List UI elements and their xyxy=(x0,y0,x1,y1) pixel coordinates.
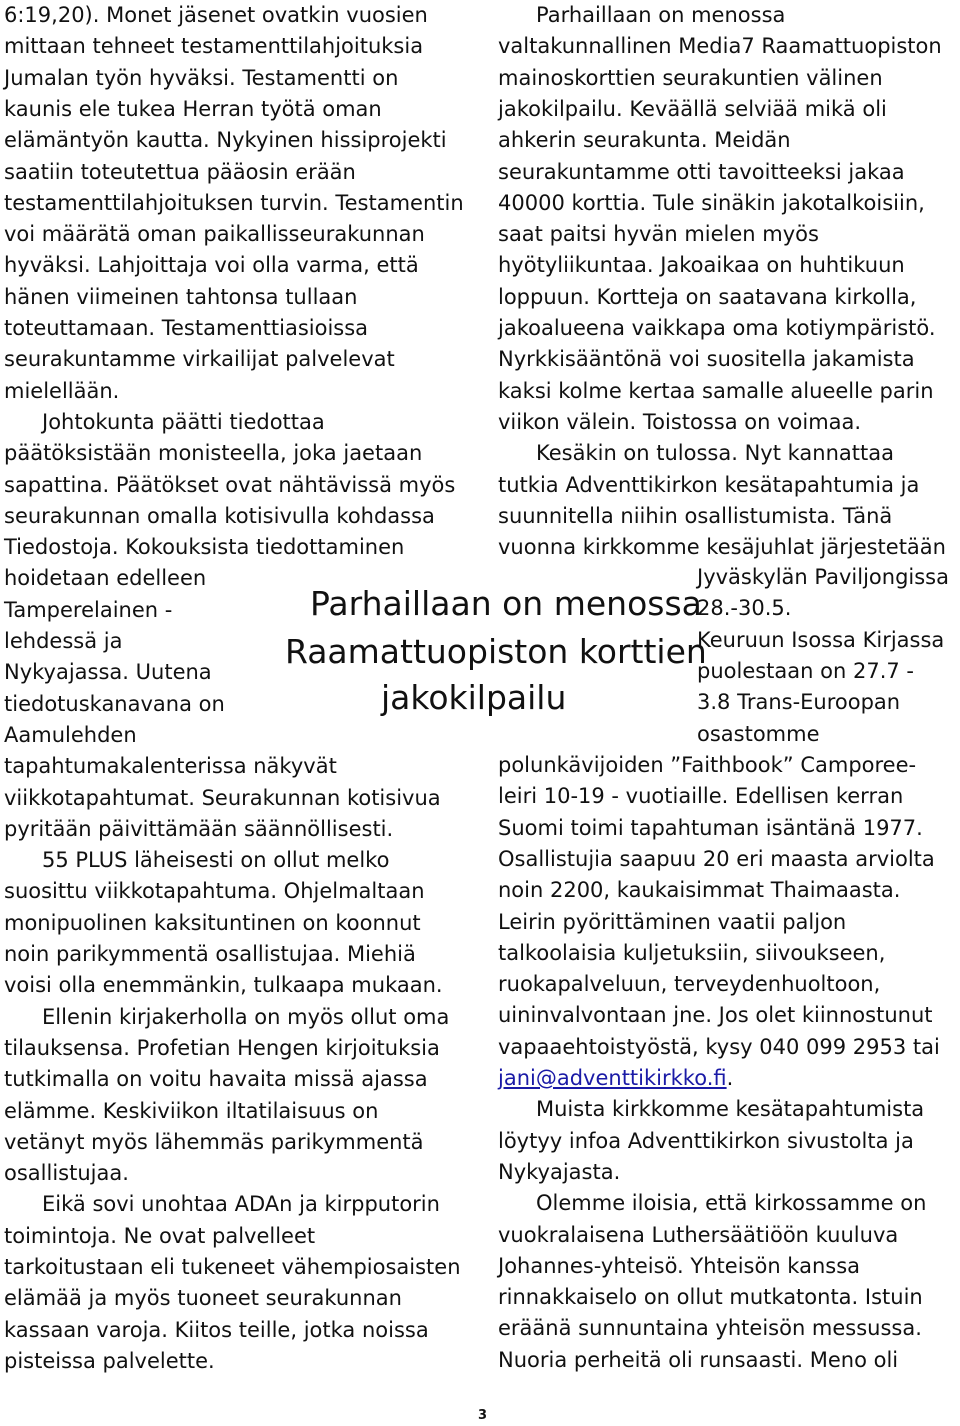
right-column-top-line: viikon välein. Toistossa on voimaa. xyxy=(498,409,862,434)
left-column-line: kaunis ele tukea Herran työtä oman xyxy=(4,96,382,121)
left-column-line: mittaan tehneet testamenttilahjoituksia xyxy=(4,34,424,59)
right-column-bottom-line xyxy=(498,1063,733,1094)
right-narrow-line: 28.-30.5. xyxy=(697,596,792,621)
right-column-bottom-line: polunkävijoiden ”Faithbook” Camporee- xyxy=(498,753,917,777)
right-narrow-line: puolestaan on 27.7 - xyxy=(697,658,914,683)
left-column-line: Aamulehden xyxy=(4,722,137,747)
left-column-line: elämäntyön kautta. Nykyinen hissiprojekti xyxy=(4,128,447,153)
left-column-line: Johtokunta päätti tiedottaa xyxy=(42,409,325,434)
right-column-top-line: saat paitsi hyvän mielen myös xyxy=(498,222,819,247)
left-column-line: hoidetaan edelleen xyxy=(4,566,207,591)
left-column-line: elämme. Keskiviikon iltatilaisuus on xyxy=(4,1098,379,1123)
left-column-line: pyritään päivittämään säännöllisesti. xyxy=(4,816,394,841)
right-narrow-line: 3.8 Trans-Euroopan xyxy=(697,690,901,715)
right-column-top-line: Kesäkin on tulossa. Nyt kannattaa xyxy=(536,441,894,466)
right-column-bottom-line: Olemme iloisia, että kirkossamme on xyxy=(536,1191,927,1216)
right-column-top-line: jakoalueena vaikkapa oma kotiympäristö. xyxy=(498,316,936,340)
left-column-line: sapattina. Päätökset ovat nähtävissä myös xyxy=(4,472,456,497)
right-column-bottom-line: löytyy infoa Adventtikirkon sivustolta ja xyxy=(498,1128,914,1153)
left-column-line: tarkoitustaan eli tukeneet vähempiosaisten xyxy=(4,1255,461,1279)
left-column-line: Tiedostoja. Kokouksista tiedottaminen xyxy=(4,535,405,560)
left-column-line: vetänyt myös lähemmäs parikymmentä xyxy=(4,1129,424,1154)
left-column-line: testamenttilahjoituksen turvin. Testamentin xyxy=(4,190,464,215)
left-column-line: pisteissa palvelette. xyxy=(4,1348,215,1373)
left-column-line: Tamperelainen - xyxy=(4,597,173,622)
right-column-bottom-line: Nuoria perheitä oli runsaasti. Meno oli xyxy=(498,1347,899,1372)
left-column-line: toimintoja. Ne ovat palvelleet xyxy=(4,1223,316,1248)
right-column-bottom-line: Suomi toimi tapahtuman isäntänä 1977. xyxy=(498,815,923,840)
left-column-line: lehdessä ja xyxy=(4,629,123,653)
left-column-line: osallistujaa. xyxy=(4,1161,129,1186)
pull-quote-line-2: Raamattuopiston korttien xyxy=(285,632,707,671)
right-column-top-line: tutkia Adventtikirkon kesätapahtumia ja xyxy=(498,472,920,497)
left-column-line: tilauksensa. Profetian Hengen kirjoituksia xyxy=(4,1035,440,1060)
right-column-top-line: jakokilpailu. Keväällä selviää mikä oli xyxy=(498,96,887,121)
right-column-bottom-line: ruokapalveluun, terveydenhuoltoon, xyxy=(498,972,881,997)
left-column-line: viikkotapahtumat. Seurakunnan kotisivua xyxy=(4,785,441,810)
left-column-line: 55 PLUS läheisesti on ollut melko xyxy=(42,848,390,873)
left-column-line: hyväksi. Lahjoittaja voi olla varma, että xyxy=(4,253,419,278)
left-column-line: mielellään. xyxy=(4,378,120,403)
left-column-line: elämää ja myös tuoneet seurakunnan xyxy=(4,1286,402,1311)
right-column-top-line: 40000 korttia. Tule sinäkin jakotalkoisiin, xyxy=(498,190,925,215)
right-column-top-line: hyötyliikuntaa. Jakoaikaa on huhtikuun xyxy=(498,253,905,278)
left-column-line: saatiin toteutettua pääosin erään xyxy=(4,159,356,184)
right-narrow-line: osastomme xyxy=(697,721,820,746)
right-column-bottom-line: leiri 10-19 - vuotiaille. Edellisen kerran xyxy=(498,784,904,809)
right-column-top-line: valtakunnallinen Media7 Raamattuopiston xyxy=(498,34,942,59)
left-column-line: seurakuntamme virkailijat palvelevat xyxy=(4,347,395,372)
right-column-bottom-line: talkoolaisia kuljetuksiin, siivoukseen, xyxy=(498,940,886,965)
left-column-line: tutkimalla on voitu havaita missä ajassa xyxy=(4,1067,428,1092)
right-column-bottom-line: Johannes-yhteisö. Yhteisön kanssa xyxy=(498,1253,861,1278)
right-column-top-line: Nyrkkisääntönä voi suositella jakamista xyxy=(498,347,915,372)
right-column-top-line: ahkerin seurakunta. Meidän xyxy=(498,128,791,153)
right-narrow-line: Keuruun Isossa Kirjassa xyxy=(697,627,945,652)
left-column-line: seurakunnan omalla kotisivulla kohdassa xyxy=(4,503,435,528)
right-column-bottom-line: eräänä sunnuntaina yhteisön messussa. xyxy=(498,1316,922,1341)
left-column-line: 6:19,20). Monet jäsenet ovatkin vuosien xyxy=(4,3,428,27)
right-narrow-line: Jyväskylän Paviljongissa xyxy=(697,565,949,589)
left-column-line: monipuolinen kaksituntinen on koonnut xyxy=(4,910,421,935)
left-column-line: kassaan varoja. Kiitos teille, jotka noissa xyxy=(4,1317,429,1342)
right-column-top-line: kaksi kolme kertaa samalle alueelle parin xyxy=(498,378,934,403)
right-column-bottom-line: rinnakkaiselo on ollut mutkatonta. Istuin xyxy=(498,1285,923,1310)
left-column-line: tapahtumakalenterissa näkyvät xyxy=(4,754,337,779)
left-column-line: toteuttamaan. Testamenttiasioissa xyxy=(4,316,369,340)
right-column-bottom-line: Osallistujia saapuu 20 eri maasta arviolta xyxy=(498,846,935,871)
right-column-top-line: vuonna kirkkomme kesäjuhlat järjestetään xyxy=(498,535,946,560)
left-column-line: tiedotuskanavana on xyxy=(4,691,225,716)
right-column-top-line: loppuun. Kortteja on saatavana kirkolla, xyxy=(498,284,917,309)
right-column-bottom-line: vuokralaisena Luthersäätiöön kuuluva xyxy=(498,1222,899,1247)
left-column-line: voi määrätä oman paikallisseurakunnan xyxy=(4,222,425,247)
left-column-line: Eikä sovi unohtaa ADAn ja kirpputorin xyxy=(42,1192,440,1217)
right-column-top-line: seurakuntamme otti tavoitteeksi jakaa xyxy=(498,159,905,184)
link-trailing-text: . xyxy=(726,1066,734,1090)
right-column-bottom-line: Nykyajasta. xyxy=(498,1159,621,1184)
right-column-top-line: suunnitella niihin osallistumista. Tänä xyxy=(498,503,893,528)
right-column-top-line: mainoskorttien seurakuntien välinen xyxy=(498,65,883,90)
left-column-line: Jumalan työn hyväksi. Testamentti on xyxy=(4,65,399,90)
left-column-line: päätöksistään monisteella, joka jaetaan xyxy=(4,441,423,466)
right-column-bottom-line: uininvalvontaan jne. Jos olet kiinnostunut xyxy=(498,1003,933,1028)
email-link[interactable]: jani@adventtikirkko.fi xyxy=(498,1066,727,1090)
left-column-line: Nykyajassa. Uutena xyxy=(4,660,212,685)
left-column-line: Ellenin kirjakerholla on myös ollut oma xyxy=(42,1004,450,1029)
right-column-top-line: Parhaillaan on menossa xyxy=(536,3,786,27)
page-number: 3 xyxy=(478,1408,488,1423)
right-column-bottom-line: vapaaehtoistyöstä, kysy 040 099 2953 tai xyxy=(498,1034,940,1059)
pull-quote-line-1: Parhaillaan on menossa xyxy=(310,584,702,623)
right-column-bottom-line: Muista kirkkomme kesätapahtumista xyxy=(536,1097,925,1122)
left-column-line: hänen viimeinen tahtonsa tullaan xyxy=(4,284,358,309)
right-column-bottom-line: Leirin pyörittäminen vaatii paljon xyxy=(498,909,847,934)
left-column-line: noin parikymmentä osallistujaa. Miehiä xyxy=(4,942,416,966)
left-column-line: suosittu viikkotapahtuma. Ohjelmaltaan xyxy=(4,879,425,904)
left-column-line: voisi olla enemmänkin, tulkaapa mukaan. xyxy=(4,973,443,998)
right-column-bottom-line: noin 2200, kaukaisimmat Thaimaasta. xyxy=(498,878,901,903)
pull-quote-line-3: jakokilpailu xyxy=(381,678,567,717)
